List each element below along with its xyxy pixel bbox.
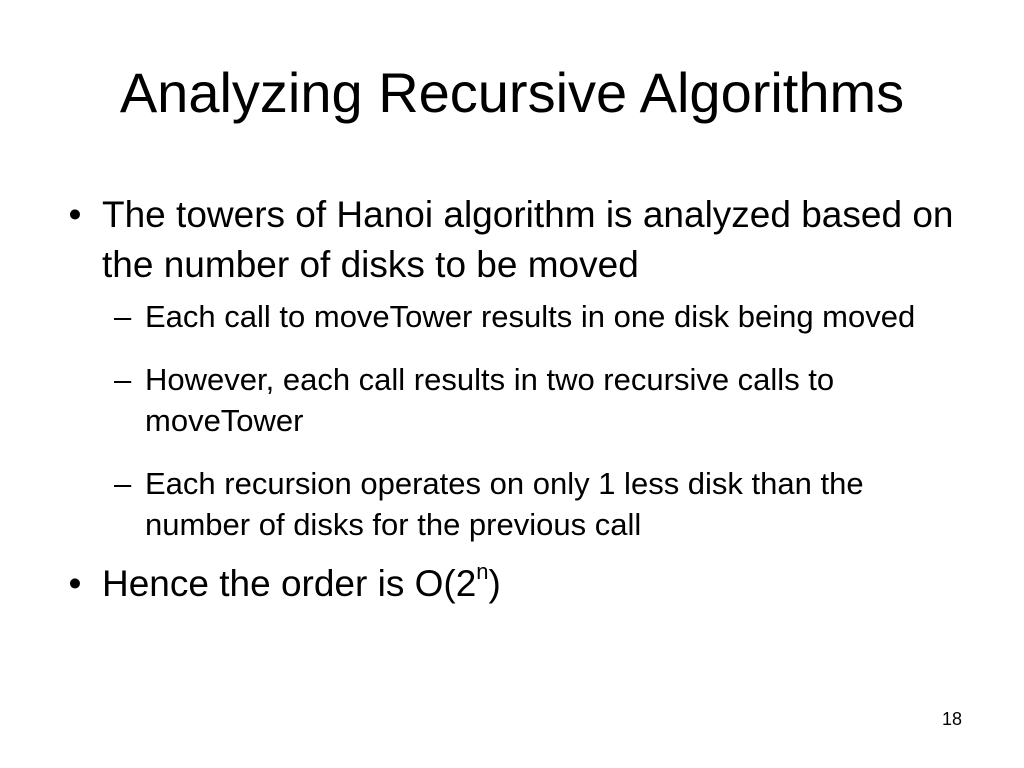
bullet-icon: • [68, 563, 82, 604]
dash-icon: – [114, 299, 132, 334]
sub-bullet-3-text: Each recursion operates on only 1 less disk than the number of disks for the previous call [145, 466, 864, 542]
sub-bullet-list [60, 296, 980, 545]
slide-body [60, 190, 980, 615]
sub-bullet-1 [114, 296, 945, 337]
bullet-point-2 [60, 559, 980, 609]
page-number: 18 [941, 709, 962, 729]
conclusion-suffix: ) [488, 563, 501, 604]
bullet-point-1-text: The towers of Hanoi algorithm is analyzed based on the number of disks to be moved [102, 194, 954, 285]
conclusion-exponent: n [476, 558, 489, 584]
sub-bullet-3 [114, 463, 945, 545]
dash-icon: – [114, 466, 132, 501]
sub-bullet-2 [114, 359, 945, 441]
conclusion-prefix: Hence the order is O(2 [102, 563, 477, 604]
dash-icon: – [114, 362, 132, 397]
conclusion-text [102, 558, 501, 604]
bullet-point-1 [60, 190, 980, 290]
sub-bullet-2-text: However, each call results in two recursive calls to moveTower [145, 362, 835, 438]
slide-title: Analyzing Recursive Algorithms [119, 61, 905, 124]
sub-bullet-1-text: Each call to moveTower results in one disk being moved [145, 299, 916, 334]
bullet-icon: • [68, 194, 82, 235]
